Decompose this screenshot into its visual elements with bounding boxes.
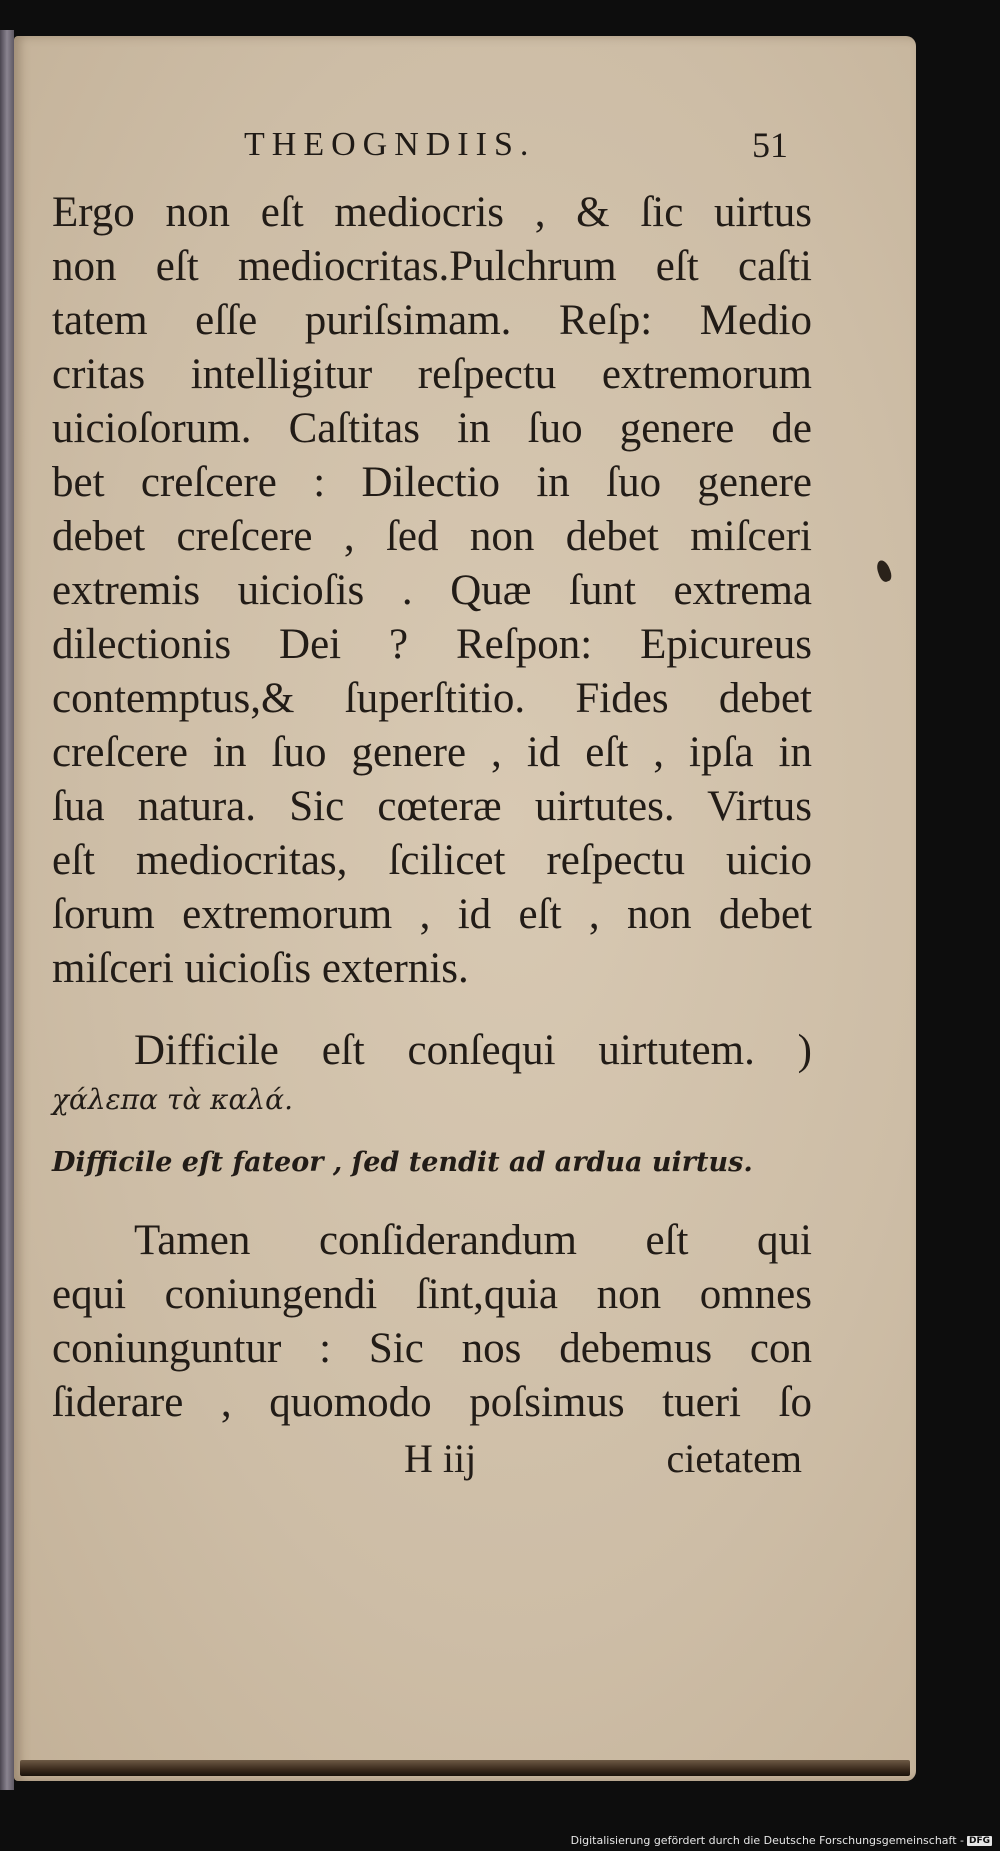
lemma-line: Difficile eſt conſequi uirtutem. ) bbox=[134, 1027, 812, 1074]
greek-quotation: χάλεπα τὰ καλά. bbox=[52, 1083, 293, 1116]
text-line: Ergo non eſt mediocris , & ſic uirtus bbox=[52, 189, 812, 236]
paragraph-gap bbox=[52, 1186, 812, 1214]
digitization-credit bbox=[571, 1834, 992, 1847]
catchword: cietatem bbox=[666, 1436, 802, 1481]
signature-mark: H iij bbox=[404, 1436, 477, 1481]
running-head: THEOGNDIIS. bbox=[244, 126, 536, 163]
paragraph-2 bbox=[52, 1214, 812, 1430]
page-footer bbox=[52, 1432, 812, 1486]
text-line: ſorum extremorum , id eſt , non debet bbox=[52, 891, 812, 938]
text-line: ſua natura. Sic cœteræ uirtutes. Virtus bbox=[52, 783, 812, 830]
text-line: contemptus,& ſuperſtitio. Fides debet bbox=[52, 675, 812, 722]
text-block bbox=[52, 186, 812, 1486]
text-line: creſcere in ſuo genere , id eſt , ipſa in bbox=[52, 729, 812, 776]
text-line: equi coniungendi ſint,quia non omnes bbox=[52, 1271, 812, 1318]
text-line: critas intelligitur reſpectu extremorum bbox=[52, 351, 812, 398]
text-line: dilectionis Dei ? Reſpon: Epicureus bbox=[52, 621, 812, 668]
text-line: uicioſorum. Caſtitas in ſuo genere de bbox=[52, 405, 812, 452]
text-line: ſiderare , quomodo poſsimus tueri ſo bbox=[52, 1379, 812, 1426]
credit-text: Digitalisierung gefördert durch die Deutsche Forschungsgemeinschaft - bbox=[570, 1834, 964, 1847]
text-line: extremis uicioſis . Quæ ſunt extrema bbox=[52, 567, 812, 614]
book-page bbox=[14, 36, 916, 1781]
text-line: Tamen conſiderandum eſt qui bbox=[134, 1217, 812, 1264]
page-header bbox=[14, 126, 930, 170]
text-line: coniunguntur : Sic nos debemus con bbox=[52, 1325, 812, 1372]
text-line: non eſt mediocritas.Pulchrum eſt caſti bbox=[52, 243, 812, 290]
text-line: tatem eſſe puriſsimam. Reſp: Medio bbox=[52, 297, 812, 344]
book-spine-edge bbox=[0, 30, 14, 1790]
page-number: 51 bbox=[752, 125, 788, 165]
text-line: bet creſcere : Dilectio in ſuo genere bbox=[52, 459, 812, 506]
paragraph-gap bbox=[52, 996, 812, 1024]
page-bottom-edge bbox=[20, 1760, 910, 1776]
dfg-logo-icon: DFG bbox=[968, 1836, 990, 1846]
paragraph-1 bbox=[52, 186, 812, 996]
text-line: debet creſcere , ſed non debet miſceri bbox=[52, 513, 812, 560]
latin-verse: Difficile eſt fateor , ſed tendit ad ardua uirtus. bbox=[52, 1147, 753, 1178]
text-line: miſceri uicioſis externis. bbox=[52, 945, 469, 992]
text-line: eſt mediocritas, ſcilicet reſpectu uicio bbox=[52, 837, 812, 884]
ink-blot-mark bbox=[875, 559, 894, 584]
